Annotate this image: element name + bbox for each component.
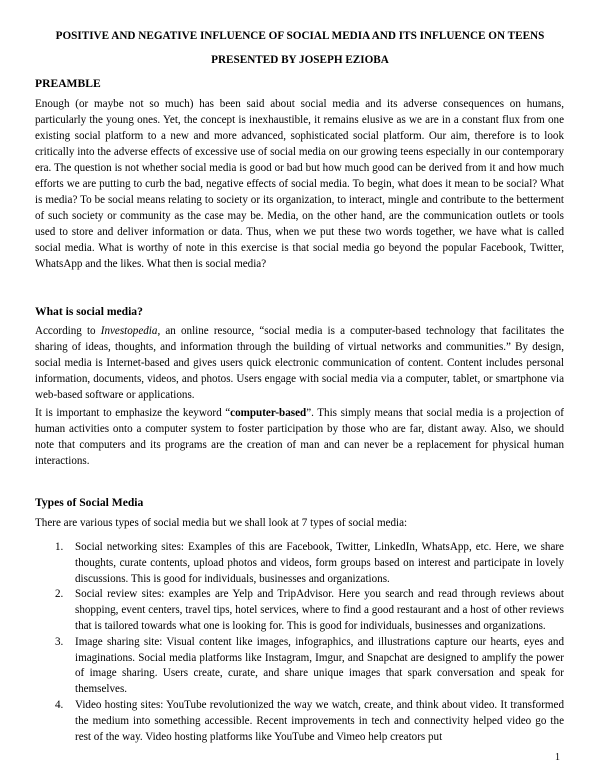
what-is-paragraph-1 xyxy=(35,323,564,403)
list-item xyxy=(35,635,564,698)
preamble-paragraph: Enough (or maybe not so much) has been said about social media and its adverse consequences on humans, particularly the young ones. Yet, the concept is inexhaustible, it remains elusive as we are in a constant flux from one existing social platform to a new and more advanced, sophisticated social platform. Our aim, therefore is to look critically into the adverse effects of excessive use of social media on our growing teens especially in our contemporary era. The question is not whether social media is good or bad but how much good can be derived from it and how much efforts we are putting to curb the bad, negative effects of social media. To begin, what does it mean to be social? What is media? To be social means relating to society or its organization, to interact, mingle and contribute to the betterment of such society or community as the case may be. Media, on the other hand, are the communication outlets or tools used to store and deliver information or data. Thus, when we put these two words together, we have what is called social media. What is worthy of note in this exercise is that social media go beyond the popular Facebook, Twitter, WhatsApp and the likes. What then is social media? xyxy=(35,98,564,270)
list-item-text: Social networking sites: Examples of this are Facebook, Twitter, LinkedIn, WhatsApp, etc. Here, we share thoughts, curate contents, upload photos and videos, form groups based on interest and participate in lovely discussions. This is good for individuals, businesses and organizations. xyxy=(75,541,564,585)
preamble-heading: PREAMBLE xyxy=(35,77,101,90)
what-is-paragraph-2 xyxy=(35,405,564,469)
types-intro: There are various types of social media but we shall look at 7 types of social media: xyxy=(35,517,408,529)
keyword-lead: It is important to emphasize the keyword “ xyxy=(35,407,231,419)
document-author-line: PRESENTED BY JOSEPH EZIOBA xyxy=(211,54,389,66)
types-heading: Types of Social Media xyxy=(35,496,144,509)
list-item-number: 1. xyxy=(55,541,64,553)
list-item xyxy=(35,587,564,634)
page-number: 1 xyxy=(555,752,560,763)
types-list xyxy=(35,540,564,745)
list-item-text: Image sharing site: Visual content like images, infographics, and illustrations capture our hearts, eyes and imaginations. Social media platforms like Instagram, Imgur, and Snapchat are designed to amplify the power of image sharing. Users create, curate, and share unique images that spark conversation and speak for themselves. xyxy=(75,635,564,696)
list-item xyxy=(35,540,564,587)
list-item-text: Social review sites: examples are Yelp and TripAdvisor. Here you search and read through reviews about shopping, event centers, travel tips, hotel services, where to find a good restaurant and a host of other reviews that is tailored towards what one is looking for. This is good for individuals, businesses and organizations. xyxy=(75,588,564,632)
keyword: computer-based xyxy=(230,407,307,419)
definition-text: , an online resource, “social media is a computer-based technology that facilitates the sharing of ideas, thoughts, and information through the building of virtual networks and communities.” By design, social media is Internet-based and gives users quick electronic communication of content. Content includes personal information, documents, videos, and photos. Users engage with social media via a computer, tablet, or smartphone via web-based software or applications. xyxy=(35,325,564,401)
list-item-number: 2. xyxy=(55,588,64,601)
list-item-number: 4. xyxy=(55,698,64,711)
what-is-heading: What is social media? xyxy=(35,305,143,318)
list-item xyxy=(35,698,564,745)
source-name: Investopedia xyxy=(100,325,158,337)
list-item-number: 3. xyxy=(55,635,64,648)
definition-lead: According to xyxy=(35,325,101,337)
document-title: POSITIVE AND NEGATIVE INFLUENCE OF SOCIAL MEDIA AND ITS INFLUENCE ON TEENS xyxy=(55,30,545,42)
list-item-text: Video hosting sites: YouTube revolutionized the way we watch, create, and think about video. It transformed the medium into something accessible. Recent improvements in tech and connectivity helped video go the rest of the way. Video hosting platforms like YouTube and Vimeo help creators put xyxy=(75,698,564,743)
keyword-text: ”. This simply means that social media is a projection of human activities onto a computer system to foster participation by those who are far, distant away. Also, we should note that computers and its programs are the creation of man and can never be a replacement for physical human interactions. xyxy=(35,407,564,467)
